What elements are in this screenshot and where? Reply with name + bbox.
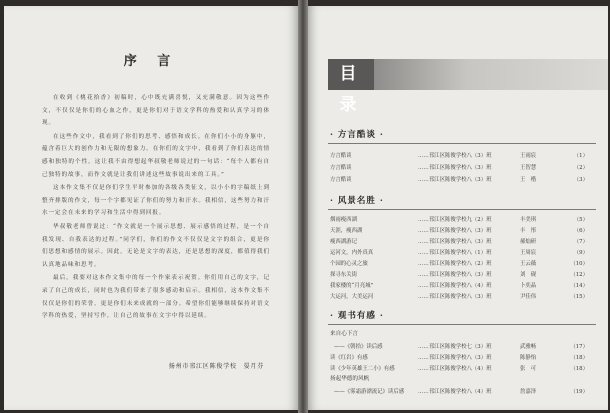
toc-entry-author: ……邗江区陈俊学校八（3）班 xyxy=(418,294,492,300)
section-title: · 方言酷谈 · xyxy=(330,130,384,140)
contents-page xyxy=(308,6,608,410)
toc-entry-author: ……邗江区陈俊学校八（4）班 xyxy=(418,389,492,395)
toc-entry[interactable] xyxy=(330,173,588,184)
preface-title: 序 言 xyxy=(123,54,179,69)
toc-entry[interactable] xyxy=(330,224,588,235)
toc-entry[interactable] xyxy=(330,290,588,301)
toc-entry[interactable] xyxy=(330,351,588,362)
toc-entry[interactable] xyxy=(330,385,588,396)
toc-entry-author: ……邗江区陈俊学校八（3）班 xyxy=(418,355,492,361)
section-divider xyxy=(328,209,596,210)
preface-paragraph: 最后，我要对这本作文集中的每一个作家表示祝贺。你们用自己的文字，记录了自己的成长，同时也为我们带来了很多感动和启示。我相信，这本作文集不仅仅是你们的荣誉，更是你们未来成就的一部分。希望你们能够继续保持对语文学科的热爱，坚持写作，让自己的故事在文字中得以延续。 xyxy=(42,275,270,320)
toc-entry-page: （14） xyxy=(570,283,588,289)
toc-entry-name: 詹嘉泽 xyxy=(520,389,537,395)
toc-entry-author: ……邗江区陈俊学校八（3）班 xyxy=(418,272,492,278)
toc-entry-name: 丰 彤 xyxy=(520,228,537,234)
toc-entry-page: （19） xyxy=(570,389,588,395)
toc-entry-title: 读《少年英雄王二小》有感 xyxy=(330,366,395,372)
book-gutter xyxy=(298,0,308,413)
contents-heading: 目 录 xyxy=(328,59,374,90)
toc-entry-page: （18） xyxy=(570,355,588,361)
toc-entry-name: 尹佳伟 xyxy=(520,294,537,300)
toc-entry[interactable] xyxy=(330,362,588,373)
toc-entry[interactable] xyxy=(330,279,588,290)
toc-entry-page: （10） xyxy=(570,261,588,267)
toc-entry-page: （1） xyxy=(573,153,588,159)
toc-entry-author: ……邗江区陈俊学校八（2）班 xyxy=(418,261,492,267)
toc-entry-author: ……邗江区陈俊学校八（4）班 xyxy=(418,283,492,289)
toc-entry-name: 王智慧 xyxy=(520,165,537,171)
toc-entry[interactable] xyxy=(330,340,588,351)
toc-entry-name: 王周宸 xyxy=(520,250,537,256)
preface-signature: 扬州市邗江区陈俊学校 晏月芬 xyxy=(168,363,264,370)
toc-entry-title: 天涯，瘦西湖 xyxy=(330,228,363,234)
toc-entry-author: ……邗江区陈俊学校八（3）班 xyxy=(418,165,492,171)
toc-entry-page: （15） xyxy=(570,294,588,300)
toc-entry[interactable] xyxy=(330,161,588,172)
toc-entry-title: 大运河，大美运河 xyxy=(330,294,374,300)
toc-entry-author: ……邗江区陈俊学校七（3）班 xyxy=(418,344,492,350)
toc-entry-title: 读《红岩》有感 xyxy=(330,355,368,361)
toc-entry-author: ……邗江区陈俊学校八（3）班 xyxy=(418,228,492,234)
toc-entry-page: （9） xyxy=(573,250,588,256)
toc-entry-name: 张 可 xyxy=(520,366,537,372)
toc-entry-page: （17） xyxy=(570,344,588,350)
toc-entry-page: （12） xyxy=(570,272,588,278)
toc-entry-name: 郝灿研 xyxy=(520,239,537,245)
toc-entry-title: ——《朝拾》读后感 xyxy=(334,344,383,350)
toc-entry-title: 探寻东关街 xyxy=(330,272,357,278)
toc-entry-page: （6） xyxy=(573,228,588,234)
preface-paragraph: 华叔敬老师曾说过：“作文就是一个展示思想、展示感悟的过程，是一个自我发现、自我表达的过程。”同学们，你们的作文不仅仅是文字的组合，更是你们思想和感情的展示。因此，无论是文字的表达，还是思想的深度，都值得我们认真地品味和思考。 xyxy=(42,223,270,268)
toc-entry-title: 方言酷谈 xyxy=(330,165,352,171)
toc-entry-name: 刘 砚 xyxy=(520,272,537,278)
toc-entry-page: （7） xyxy=(573,239,588,245)
section-divider xyxy=(328,143,596,144)
toc-entry[interactable] xyxy=(330,257,588,268)
toc-entry-page: （5） xyxy=(573,217,588,223)
preface-page xyxy=(4,6,298,410)
toc-entry-name: 卜奕晶 xyxy=(520,283,537,289)
section-title: · 观书有感 · xyxy=(330,311,384,321)
toc-entry-page: （2） xyxy=(573,165,588,171)
toc-entry-page: （18） xyxy=(570,366,588,372)
toc-entry-author: ……邗江区陈俊学校九（2）班 xyxy=(418,217,492,223)
toc-entry-name: 王雨宸 xyxy=(520,153,537,159)
section-divider xyxy=(328,324,596,325)
toc-entry-title: 方言酷谈 xyxy=(330,177,352,183)
toc-entry-title: 我家楼的“月亮城” xyxy=(330,283,374,289)
toc-entry-author: ……邗江区陈俊学校八（4）班 xyxy=(418,366,492,372)
toc-entry-name: 王 楷 xyxy=(520,177,537,183)
toc-entry-title: 运河文，内外真真 xyxy=(330,250,374,256)
toc-entry-name: 王云薇 xyxy=(520,261,537,267)
toc-entry-author: ……邗江区陈俊学校八（3）班 xyxy=(418,153,492,159)
toc-entry[interactable] xyxy=(330,246,588,257)
toc-entry-page: （3） xyxy=(573,177,588,183)
preface-body xyxy=(42,92,270,324)
contents-heading-strip xyxy=(374,59,608,90)
preface-paragraph: 在收到《桃花拾香》初稿时，心中既充满喜悦，又充满敬意。因为这些作文，不仅仅是你们的心血之作，更是你们对于语文学科的热爱和认真学习的体现。 xyxy=(42,95,270,127)
toc-entry-title: 烟雨瘦西湖 xyxy=(330,217,357,223)
section-title: · 风景名胜 · xyxy=(330,196,384,206)
toc-entry[interactable] xyxy=(330,213,588,224)
toc-entry-name: 丰美琪 xyxy=(520,217,537,223)
toc-entry-author: ……邗江区陈俊学校八（3）班 xyxy=(418,239,492,245)
toc-entry-author: ……邗江区陈俊学校八（1）班 xyxy=(418,250,492,256)
toc-entry-author: ……邗江区陈俊学校八（3）班 xyxy=(418,177,492,183)
preface-paragraph: 在这些作文中，我看到了你们的思考、感悟和成长。在你们小小的身躯中，蕴含着巨大的创作力和无限的想象力。在你们的文字中，我看到了你们表达的情感和独特的个性，这让我不由得想起华叔敬老师说过的一句话：“每个人都有自己独特的故事，而作文就是让我们讲述这些故事说出来的工具。” xyxy=(42,133,270,178)
toc-entry-title: 个园的心灵之旅 xyxy=(330,261,368,267)
toc-entry[interactable] xyxy=(330,268,588,279)
toc-entry-title: ——《雾霜游漂流记》读后感 xyxy=(334,389,405,395)
toc-entry-title: 方言酷谈 xyxy=(330,153,352,159)
toc-entry-title: 瘦西湖游记 xyxy=(330,239,357,245)
subsection-title: 扬起华德的风帆 xyxy=(330,376,370,382)
preface-paragraph: 这本作文集不仅是你们学生平时参加的各级各类征文，以小小的字稿纸上到整齐排版的作文，每一个字都见证了你们的努力和汗水。我相信，这些努力和汗水一定会在未来的学习和生活中得到回报。 xyxy=(42,185,270,217)
toc-entry[interactable] xyxy=(330,235,588,246)
toc-entry-name: 武雅畅 xyxy=(520,344,537,350)
toc-entry[interactable] xyxy=(330,149,588,160)
subsection-title: 来自心下言 xyxy=(330,331,358,337)
toc-entry-name: 陈静怡 xyxy=(520,355,537,361)
